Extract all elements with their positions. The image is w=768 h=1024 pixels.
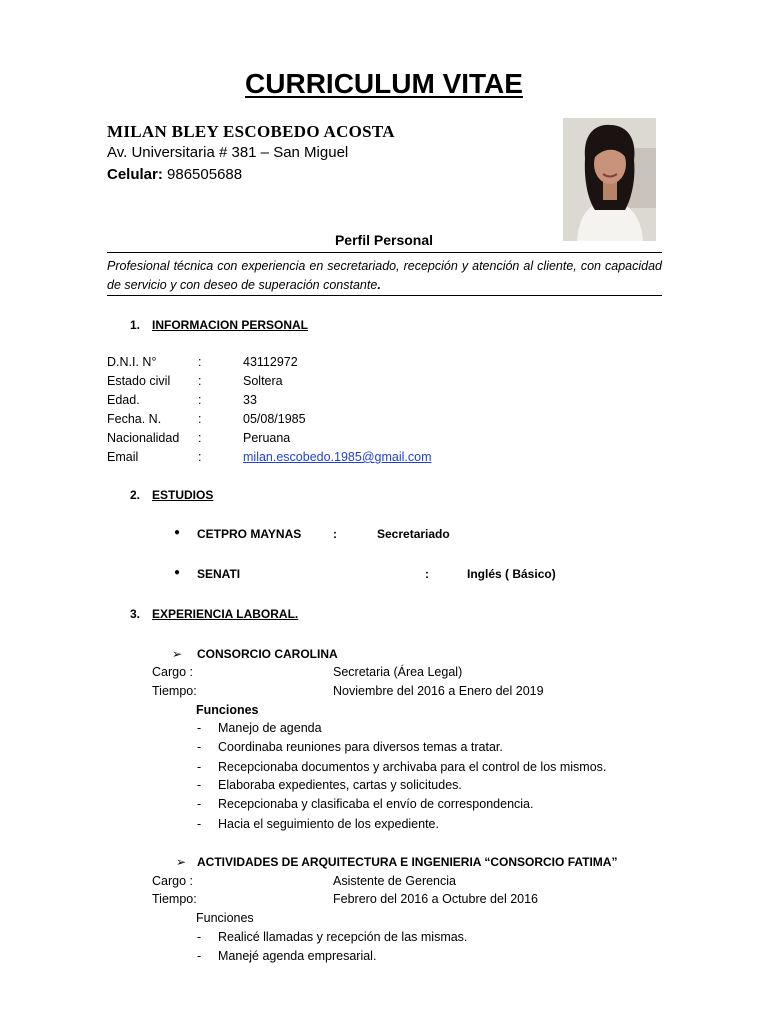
job-company: CONSORCIO CAROLINA <box>197 647 338 661</box>
job-funcion: Realicé llamadas y recepción de las mismas. <box>218 930 468 944</box>
phone-line <box>107 166 242 183</box>
estudio-course: Inglés ( Básico) <box>467 567 556 581</box>
job-tiempo-label: Tiempo: <box>152 892 197 906</box>
job-cargo-label: Cargo : <box>152 874 193 888</box>
job-funciones-label: Funciones <box>196 911 254 925</box>
section-number: 2. <box>130 488 141 502</box>
job-cargo: Asistente de Gerencia <box>333 874 456 888</box>
field-value-estado-civil: Soltera <box>243 374 283 388</box>
dash-bullet: - <box>197 949 202 963</box>
dash-bullet: - <box>197 740 202 754</box>
section-title: INFORMACION PERSONAL <box>152 318 308 332</box>
dash-bullet: - <box>197 797 202 811</box>
section-number: 1. <box>130 318 141 332</box>
phone-label: Celular: <box>107 166 163 183</box>
section-number: 3. <box>130 607 141 621</box>
section-estudios-heading <box>130 488 330 504</box>
field-value-edad: 33 <box>243 393 257 407</box>
arrow-bullet-icon: ➢ <box>172 647 183 661</box>
field-label-dni: D.N.I. N° <box>107 355 157 369</box>
job-cargo: Secretaria (Área Legal) <box>333 665 463 679</box>
section-title: EXPERIENCIA LABORAL. <box>152 607 299 621</box>
job-funcion: Recepcionaba documentos y archivaba para el control de los mismos. <box>218 760 607 774</box>
perfil-heading: Perfil Personal <box>334 232 434 248</box>
document-title: CURRICULUM VITAE <box>245 68 523 99</box>
field-value-dni: 43112972 <box>243 355 298 369</box>
job-funcion: Elaboraba expedientes, cartas y solicitudes. <box>218 778 462 792</box>
dash-bullet: - <box>197 817 202 831</box>
estudio-colon: : <box>425 567 429 581</box>
field-label-edad: Edad. <box>107 393 140 407</box>
job-funcion: Hacia el seguimiento de los expediente. <box>218 817 439 831</box>
field-colon: : <box>198 450 202 464</box>
dash-bullet: - <box>197 721 202 735</box>
job-company: ACTIVIDADES DE ARQUITECTURA E INGENIERIA “CONSORCIO FATIMA” <box>197 855 618 869</box>
perfil-text-body: Profesional técnica con experiencia en secretariado, recepción y atención al cliente, con capacidad de servicio y con deseo de superación constante <box>107 259 662 292</box>
email-link[interactable]: milan.escobedo.1985@gmail.com <box>243 450 432 464</box>
arrow-bullet-icon: ➢ <box>176 855 187 869</box>
job-funcion: Coordinaba reuniones para diversos temas a tratar. <box>218 740 503 754</box>
field-label-email: Email <box>107 450 139 464</box>
profile-photo <box>563 118 656 241</box>
job-funcion: Manejé agenda empresarial. <box>218 949 377 963</box>
field-label-nacionalidad: Nacionalidad <box>107 431 180 445</box>
estudio-school: CETPRO MAYNAS <box>197 527 302 541</box>
job-tiempo: Febrero del 2016 a Octubre del 2016 <box>333 892 538 906</box>
bullet-icon: ● <box>174 567 181 578</box>
job-tiempo: Noviembre del 2016 a Enero del 2019 <box>333 684 544 698</box>
job-funciones-label: Funciones <box>196 703 259 717</box>
field-colon: : <box>198 355 202 369</box>
field-value-fecha-nacimiento: 05/08/1985 <box>243 412 306 426</box>
dash-bullet: - <box>197 778 202 792</box>
estudio-colon: : <box>333 527 337 541</box>
dash-bullet: - <box>197 930 202 944</box>
perfil-text <box>107 257 662 295</box>
portrait-illustration <box>563 118 656 241</box>
bullet-icon: ● <box>174 527 181 538</box>
perfil-text-end: . <box>377 278 381 292</box>
field-value-nacionalidad: Peruana <box>243 431 291 445</box>
field-colon: : <box>198 374 202 388</box>
job-cargo-label: Cargo : <box>152 665 193 679</box>
job-funcion: Manejo de agenda <box>218 721 322 735</box>
job-tiempo-label: Tiempo: <box>152 684 197 698</box>
perfil-top-rule <box>107 252 662 253</box>
field-label-fecha-nacimiento: Fecha. N. <box>107 412 162 426</box>
perfil-bottom-rule <box>107 295 662 296</box>
candidate-name: MILAN BLEY ESCOBEDO ACOSTA <box>107 122 395 141</box>
job-funcion: Recepcionaba y clasificaba el envío de correspondencia. <box>218 797 534 811</box>
section-experiencia-heading <box>130 607 380 623</box>
field-label-estado-civil: Estado civil <box>107 374 171 388</box>
dash-bullet: - <box>197 760 202 774</box>
estudio-school: SENATI <box>197 567 241 581</box>
section-personal-heading <box>130 318 430 334</box>
field-colon: : <box>198 393 202 407</box>
address: Av. Universitaria # 381 – San Miguel <box>107 144 349 161</box>
section-title: ESTUDIOS <box>152 488 214 502</box>
field-colon: : <box>198 412 202 426</box>
estudio-course: Secretariado <box>377 527 450 541</box>
phone-number: 986505688 <box>167 166 243 183</box>
field-colon: : <box>198 431 202 445</box>
